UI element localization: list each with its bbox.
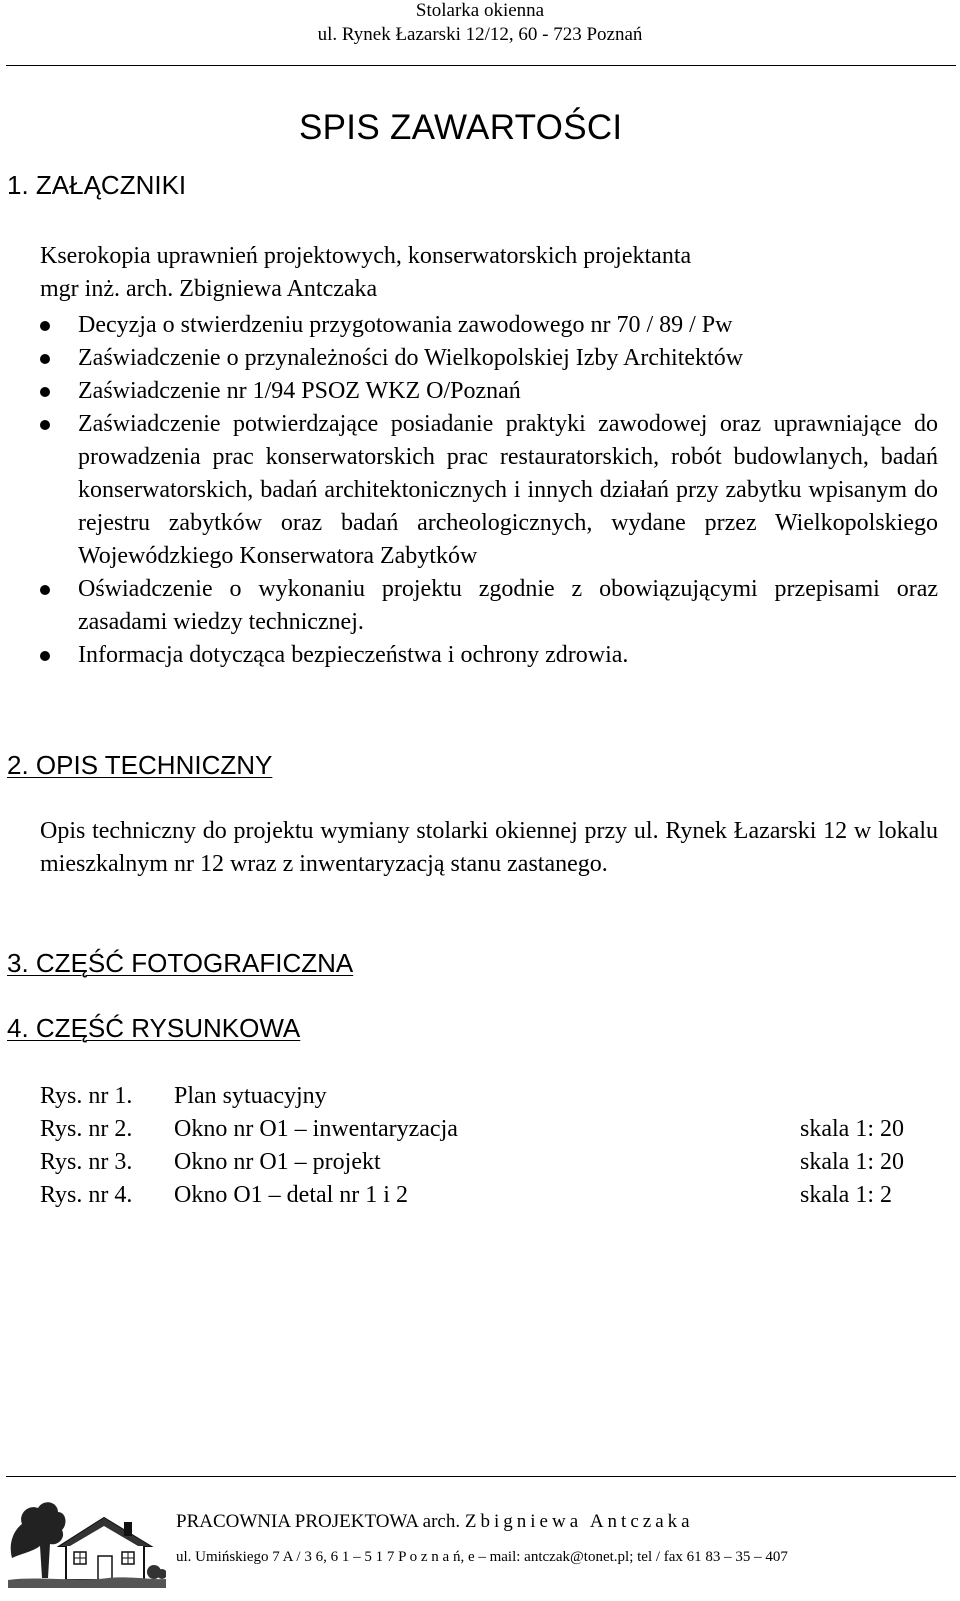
- section-1-heading: 1. ZAŁĄCZNIKI: [7, 170, 187, 200]
- bullet-icon: [40, 321, 50, 331]
- bullet-icon: [40, 651, 50, 661]
- drawing-number: Rys. nr 4.: [40, 1182, 133, 1208]
- drawing-row: [40, 1080, 936, 1113]
- footer-studio-line: [176, 1511, 694, 1533]
- drawing-scale: skala 1: 20: [800, 1116, 904, 1142]
- list-item: Decyzja o stwierdzeniu przygotowania zawodowego nr 70 / 89 / Pw: [40, 309, 938, 342]
- bullet-icon: [40, 387, 50, 397]
- document-title: SPIS ZAWARTOŚCI: [299, 108, 623, 147]
- drawing-row: [40, 1113, 936, 1146]
- list-item: Zaświadczenie nr 1/94 PSOZ WKZ O/Poznań: [40, 375, 938, 408]
- list-item: Zaświadczenie o przynależności do Wielkopolskiej Izby Architektów: [40, 342, 938, 375]
- drawing-name: Okno nr O1 – projekt: [174, 1149, 381, 1175]
- drawing-name: Okno O1 – detal nr 1 i 2: [174, 1182, 408, 1208]
- bullet-icon: [40, 585, 50, 595]
- header-company: Stolarka okienna: [415, 0, 545, 21]
- footer-contact: ul. Umińskiego 7 A / 3 6, 6 1 – 5 1 7 P o z n a ń, e – mail: antczak@tonet.pl; tel / fax 61 83 – 35 – 407: [176, 1549, 788, 1565]
- drawing-row: [40, 1179, 936, 1212]
- house-logo-icon: [8, 1488, 166, 1588]
- drawing-name: Plan sytuacyjny: [174, 1083, 327, 1109]
- list-item: Zaświadczenie potwierdzające posiadanie praktyki zawodowej oraz uprawniające do prowadzenia prac konserwatorskich prac restauratorskich, robót budowlanych, badań konserwatorskich, badań architektonicznych i innych działań przy zabytku wpisanym do rejestru zabytków oraz badań archeologicznych, wydane przez Wielkopolskiego Wojewódzkiego Konserwatora Zabytków: [40, 408, 938, 573]
- footer-studio: PRACOWNIA PROJEKTOWA arch.: [176, 1511, 461, 1532]
- list-item: Informacja dotycząca bezpieczeństwa i ochrony zdrowia.: [40, 639, 938, 672]
- drawing-scale: skala 1: 2: [800, 1182, 892, 1208]
- section-1-intro-line-2: mgr inż. arch. Zbigniewa Antczaka: [40, 276, 378, 302]
- drawing-number: Rys. nr 2.: [40, 1116, 133, 1142]
- footer-architect: Zbigniewa Antczaka: [464, 1511, 694, 1532]
- footer-divider: [6, 1476, 956, 1477]
- technical-description-text: Opis techniczny do projektu wymiany stolarki okiennej przy ul. Rynek Łazarski 12 w lokalu mieszkalnym nr 12 wraz z inwentaryzacją stanu zastanego.: [40, 818, 938, 877]
- drawing-name: Okno nr O1 – inwentaryzacja: [174, 1116, 458, 1142]
- section-3-heading: 3. CZĘŚĆ FOTOGRAFICZNA: [7, 948, 354, 978]
- drawing-number: Rys. nr 3.: [40, 1149, 133, 1175]
- bullet-icon: [40, 354, 50, 364]
- header-divider: [6, 65, 956, 66]
- section-4-heading: 4. CZĘŚĆ RYSUNKOWA: [7, 1013, 301, 1043]
- drawing-number: Rys. nr 1.: [40, 1083, 133, 1109]
- bullet-icon: [40, 420, 50, 430]
- list-item: Oświadczenie o wykonaniu projektu zgodnie z obowiązującymi przepisami oraz zasadami wiedzy technicznej.: [40, 573, 938, 639]
- section-2-heading: 2. OPIS TECHNICZNY: [7, 750, 273, 780]
- drawing-row: [40, 1146, 936, 1179]
- section-1-intro-line-1: Kserokopia uprawnień projektowych, konserwatorskich projektanta: [40, 243, 692, 269]
- header-address: ul. Rynek Łazarski 12/12, 60 - 723 Poznań: [317, 24, 643, 45]
- drawing-scale: skala 1: 20: [800, 1149, 904, 1175]
- attachments-list: [40, 309, 938, 672]
